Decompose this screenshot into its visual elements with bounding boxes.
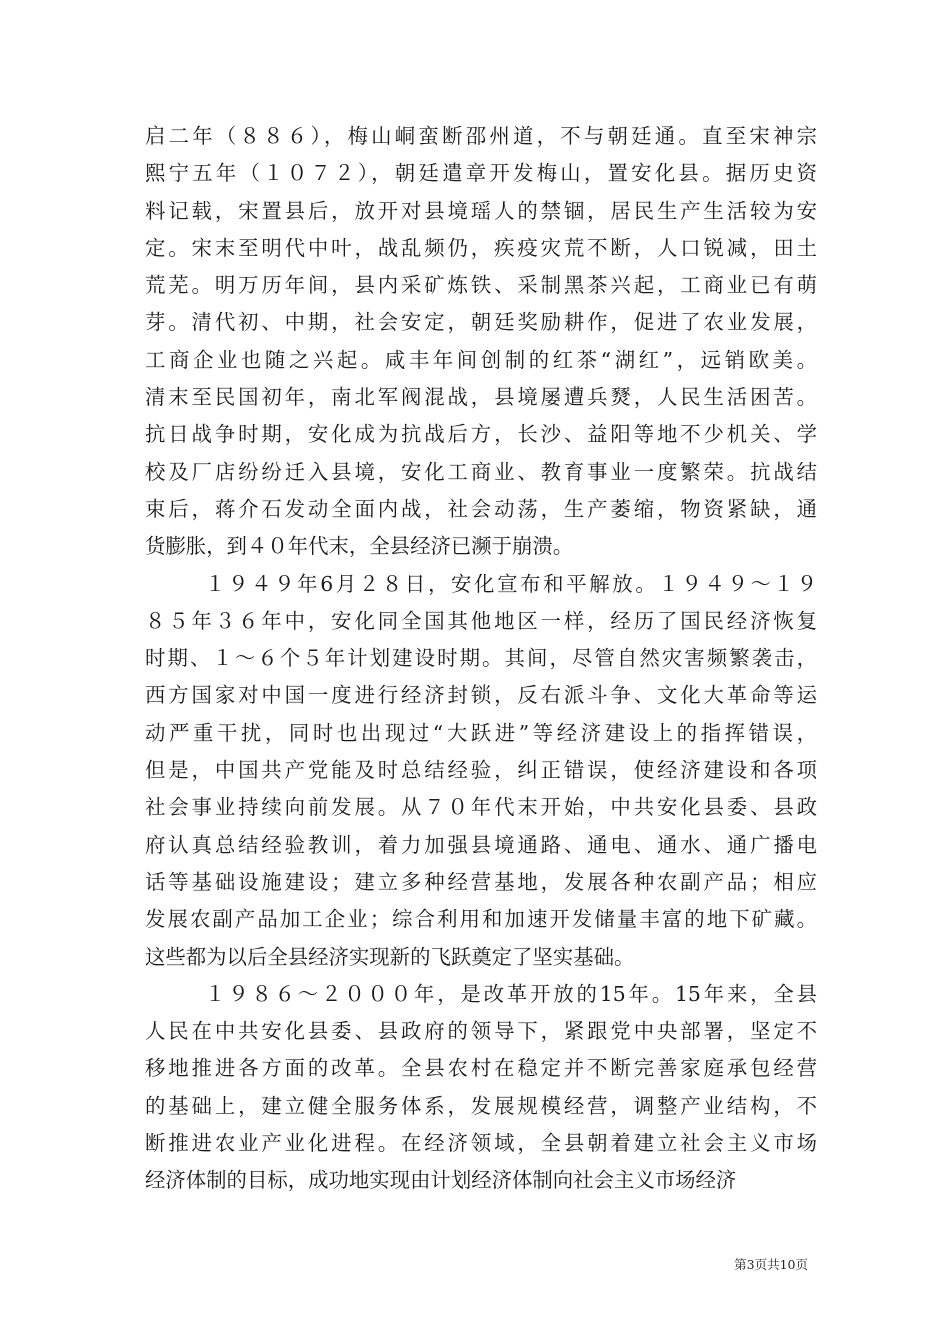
text-line: 的基础上，建立健全服务体系，发展规模经营，调整产业结构，不 — [145, 1093, 817, 1118]
paragraph — [145, 566, 817, 976]
text-line: 时期、１～６个５年计划建设时期。其间，尽管自然灾害频繁袭击， — [145, 646, 817, 671]
text-line: 束后，蒋介石发动全面内战，社会动荡，生产萎缩，物资紧缺，通 — [145, 496, 817, 521]
text-line: 移地推进各方面的改革。全县农村在稳定并不断完善家庭承包经营 — [145, 1056, 817, 1081]
text-line: 荒芜。明万历年间，县内采矿炼铁、采制黑茶兴起，工商业已有萌 — [145, 273, 817, 298]
text-line: 经济体制的目标，成功地实现由计划经济体制向社会主义市场经济 — [145, 1168, 737, 1193]
text-line: 话等基础设施建设；建立多种经营基地，发展各种农副产品；相应 — [145, 869, 817, 894]
text-line: 定。宋末至明代中叶，战乱频仍，疾疫灾荒不断，人口锐减，田土 — [145, 235, 817, 260]
text-line: 抗日战争时期，安化成为抗战后方，长沙、益阳等地不少机关、学 — [145, 422, 817, 447]
text-line: 府认真总结经验教训，着力加强县境通路、通电、通水、通广播电 — [145, 832, 817, 857]
page-number-footer: 第3页共10页 — [734, 1257, 808, 1272]
text-line: 清末至民国初年，南北军阀混战，县境屡遭兵燹，人民生活困苦。 — [145, 385, 817, 410]
text-line: ８５年３６年中，安化同全国其他地区一样，经历了国民经济恢复 — [145, 608, 817, 633]
text-line: 货膨胀，到４０年代末，全县经济已濒于崩溃。 — [145, 534, 574, 559]
text-line: 料记载，宋置县后，放开对县境瑶人的禁锢，居民生产生活较为安 — [145, 198, 817, 223]
text-line: 动严重干扰，同时也出现过“大跃进”等经济建设上的指挥错误， — [145, 720, 817, 745]
text-line: 启二年（８８６），梅山峒蛮断邵州道，不与朝廷通。直至宋神宗 — [145, 124, 817, 148]
document-body — [145, 118, 817, 1200]
text-line: 工商企业也随之兴起。咸丰年间创制的红茶“湖红”，远销欧美。 — [145, 347, 817, 372]
text-line: １９４９年6月２８日，安化宣布和平解放。１９４９～１９ — [205, 571, 817, 596]
paragraph — [145, 118, 817, 566]
text-line: 这些都为以后全县经济实现新的飞跃奠定了坚实基础。 — [145, 944, 635, 969]
text-line: 西方国家对中国一度进行经济封锁，反右派斗争、文化大革命等运 — [145, 683, 817, 708]
text-line: 社会事业持续向前发展。从７０年代末开始，中共安化县委、县政 — [145, 795, 817, 820]
text-line: 熙宁五年（１０７２），朝廷遣章开发梅山，置安化县。据历史资 — [145, 161, 817, 186]
text-line: 发展农副产品加工企业；综合利用和加速开发储量丰富的地下矿藏。 — [145, 907, 817, 932]
text-line: 人民在中共安化县委、县政府的领导下，紧跟党中央部署，坚定不 — [145, 1019, 817, 1044]
text-line: 但是，中国共产党能及时总结经验，纠正错误，使经济建设和各项 — [145, 758, 817, 783]
paragraph — [145, 976, 817, 1200]
text-line: 芽。清代初、中期，社会安定，朝廷奖励耕作，促进了农业发展， — [145, 310, 817, 335]
text-line: 校及厂店纷纷迁入县境，安化工商业、教育事业一度繁荣。抗战结 — [145, 459, 817, 484]
text-line: 断推进农业产业化进程。在经济领域，全县朝着建立社会主义市场 — [145, 1131, 817, 1156]
text-line: １９８６～２０００年，是改革开放的15年。15年来，全县 — [205, 981, 817, 1006]
